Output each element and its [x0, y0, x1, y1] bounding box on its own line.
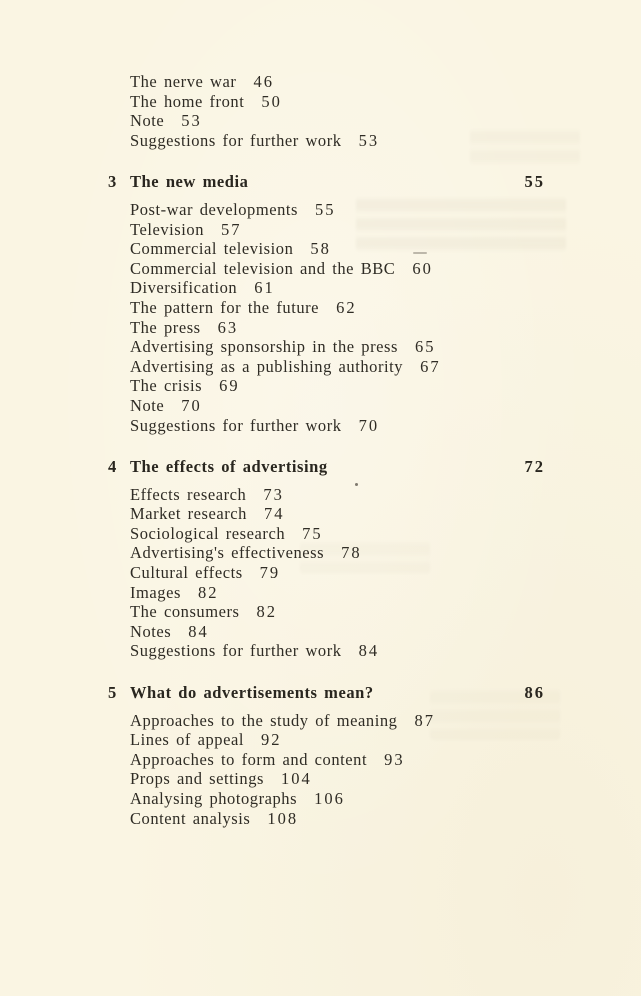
entry-page-number: 57	[221, 219, 242, 239]
entry-page-number: 46	[253, 72, 274, 91]
entry-page-number: 78	[341, 543, 362, 563]
toc-entry	[130, 730, 641, 750]
toc-entry	[130, 357, 641, 377]
entry-label: Props and settings	[130, 769, 264, 789]
entry-label: Note	[130, 111, 165, 131]
entry-label: Sociological research	[130, 523, 286, 543]
toc-entry	[130, 396, 641, 416]
toc-entry	[130, 602, 641, 622]
toc-section	[0, 683, 641, 828]
entry-label: Market research	[130, 504, 247, 524]
toc-entry	[130, 789, 641, 809]
entry-page-number: 65	[414, 337, 436, 357]
toc-entry	[130, 376, 641, 396]
entry-page-number: 92	[260, 730, 282, 750]
entry-label: Post-war developments	[130, 199, 298, 219]
entry-label: The nerve war	[130, 72, 237, 91]
entry-page-number: 50	[261, 91, 282, 111]
entry-label: The crisis	[130, 376, 203, 396]
entry-page-number: 70	[358, 415, 380, 435]
entry-page-number: 82	[197, 582, 219, 602]
entry-page-number: 82	[256, 602, 277, 622]
chapter-number: 3	[108, 172, 117, 192]
entry-page-number: 63	[217, 317, 239, 337]
entry-label: Effects research	[130, 484, 247, 504]
entry-page-number: 60	[412, 258, 433, 278]
toc-entry	[130, 239, 641, 259]
toc-entry	[130, 111, 641, 131]
toc-entry	[130, 504, 641, 524]
toc-section	[0, 457, 641, 661]
entry-label: Notes	[130, 621, 172, 641]
toc-entry	[130, 278, 641, 298]
toc-section	[0, 172, 641, 435]
chapter-title: What do advertisements mean?	[130, 683, 374, 703]
chapter-page-number: 86	[524, 683, 545, 703]
entry-label: Analysing photographs	[130, 789, 298, 808]
entry-page-number: 104	[280, 769, 312, 789]
entry-label: The home front	[130, 91, 245, 111]
toc-entry	[130, 543, 641, 563]
chapter-number: 5	[108, 683, 117, 703]
entry-label: The press	[130, 317, 201, 337]
entry-label: Lines of appeal	[130, 730, 244, 750]
entry-page-number: 58	[310, 239, 331, 259]
chapter-number: 4	[108, 457, 117, 477]
entry-page-number: 93	[384, 749, 405, 769]
chapter-page-number: 55	[524, 172, 545, 192]
entry-page-number: 84	[188, 621, 209, 641]
entry-label: Advertising as a publishing authority	[130, 356, 404, 376]
entry-label: Advertising's effectiveness	[130, 543, 325, 563]
entry-page-number: 75	[302, 523, 323, 543]
entry-page-number: 87	[414, 710, 435, 730]
entry-page-number: 53	[358, 130, 380, 150]
entry-page-number: 69	[219, 376, 240, 396]
entry-label: Suggestions for further work	[130, 641, 342, 661]
entry-label: Cultural effects	[130, 563, 243, 583]
entry-label: The consumers	[130, 602, 240, 622]
entry-label: Approaches to form and content	[130, 749, 368, 769]
chapter-heading	[0, 683, 641, 703]
entry-page-number: 62	[336, 297, 357, 317]
toc-entry	[130, 563, 641, 583]
entry-page-number: 73	[263, 484, 284, 504]
entry-label: Commercial television and the BBC	[130, 258, 396, 278]
entry-page-number: 70	[181, 395, 202, 415]
entry-label: Television	[130, 219, 204, 239]
entry-label: Commercial television	[130, 239, 294, 259]
toc-entry	[130, 318, 641, 338]
toc-entry	[130, 485, 641, 505]
entry-label: Diversification	[130, 278, 238, 298]
chapter-heading	[0, 172, 641, 192]
toc-entry	[130, 92, 641, 112]
entry-label: Content analysis	[130, 808, 251, 828]
chapter-heading	[0, 457, 641, 477]
toc-entry	[130, 583, 641, 603]
entry-page-number: 108	[267, 808, 299, 828]
entry-label: Images	[130, 582, 181, 602]
toc-entry	[130, 259, 641, 279]
entry-label: The pattern for the future	[130, 297, 320, 317]
toc-entry	[130, 750, 641, 770]
chapter-title: The effects of advertising	[130, 457, 328, 477]
entry-label: Suggestions for further work	[130, 415, 342, 435]
entry-label: Note	[130, 395, 165, 415]
toc-entry	[130, 72, 641, 92]
toc-section	[0, 72, 641, 150]
entry-page-number: 106	[314, 789, 345, 808]
table-of-contents	[0, 72, 641, 828]
entry-label: Suggestions for further work	[130, 130, 342, 150]
toc-entry	[130, 769, 641, 789]
entry-page-number: 74	[263, 504, 285, 524]
entry-label: Approaches to the study of meaning	[130, 710, 398, 730]
toc-entry	[130, 131, 641, 151]
toc-entry	[130, 200, 641, 220]
entry-page-number: 61	[254, 278, 275, 298]
toc-entry	[130, 298, 641, 318]
entry-label: Advertising sponsorship in the press	[130, 337, 398, 357]
chapter-title: The new media	[130, 172, 249, 192]
scan-edge	[0, 996, 641, 1000]
entry-page-number: 84	[358, 641, 380, 661]
entry-page-number: 53	[181, 111, 202, 131]
toc-entry	[130, 641, 641, 661]
toc-entry	[130, 622, 641, 642]
toc-entry	[130, 416, 641, 436]
toc-entry	[130, 220, 641, 240]
entry-page-number: 79	[259, 563, 281, 583]
toc-entry	[130, 337, 641, 357]
chapter-page-number: 72	[524, 457, 545, 477]
toc-entry	[130, 524, 641, 544]
entry-page-number: 55	[314, 199, 336, 219]
toc-entry	[130, 809, 641, 829]
toc-entry	[130, 711, 641, 731]
entry-page-number: 67	[420, 356, 441, 376]
